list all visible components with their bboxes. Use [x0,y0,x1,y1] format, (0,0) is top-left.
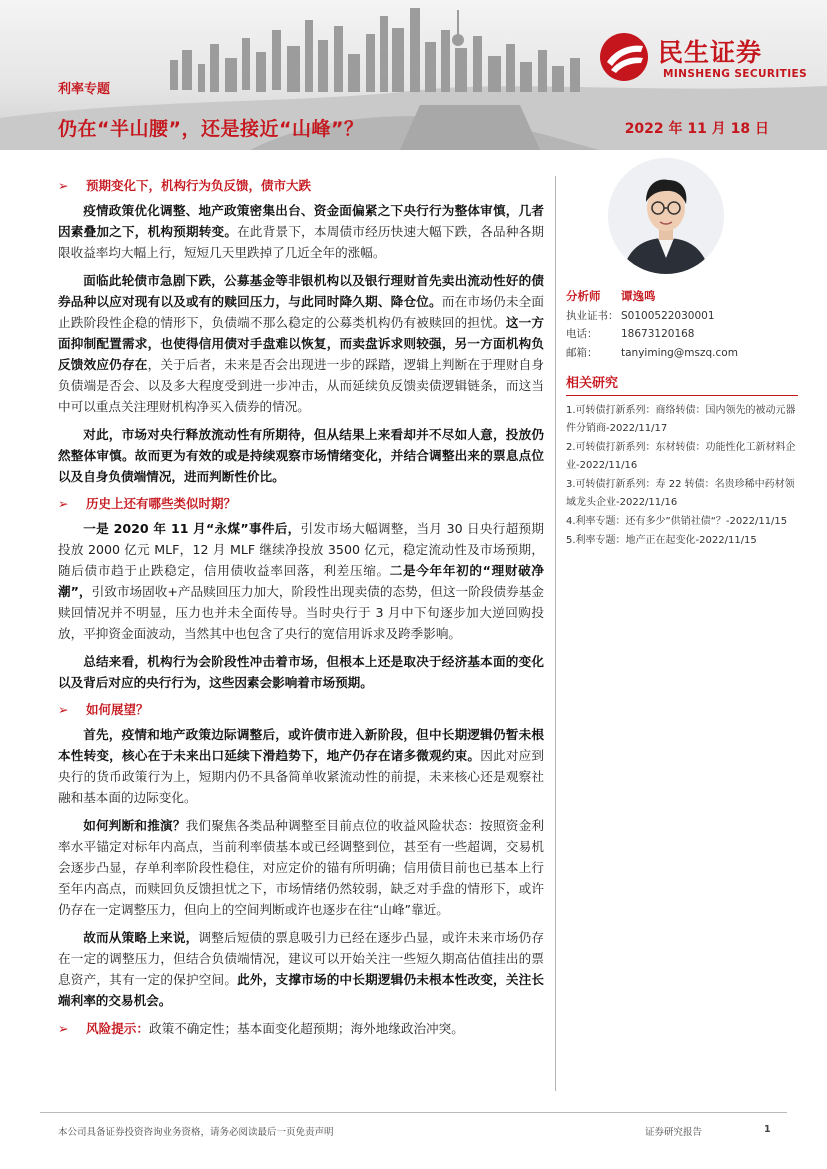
analyst-photo [608,158,724,274]
minsheng-logo-icon [599,32,649,82]
report-body [58,176,544,1039]
emphasized-text: 二是今年年初的“理财破净潮”， [58,563,544,599]
report-category: 利率专题 [58,82,111,97]
body-text: 引发市场大幅调整，当月 30 日央行超预期投放 2000 亿元 MLF，12 月 MLF 继续净投放 3500 亿元，稳定流动性及市场预期，随后债市趋于止跌稳定，信用债收益率回落，利差压缩。 [58,521,544,578]
body-paragraph [58,270,544,417]
body-text: 在此背景下，本周债市经历快速大幅下跌，各品种各期限收益率均大幅上行，短短几天里跌掉了几近全年的涨幅。 [58,224,545,260]
logo-english-name: MINSHENG SECURITIES [663,68,808,80]
analyst-info [566,287,798,362]
body-text: 而在市场仍未全面止跌阶段性企稳的情形下，负债端不那么稳定的公募类机构仍有被赎回的担忧。 [58,294,545,330]
section-heading [58,494,544,512]
related-research-title: 相关研究 [566,372,798,396]
body-paragraph [58,424,544,487]
cert-label: 执业证书： [566,309,619,322]
body-paragraph [58,651,544,693]
analyst-phone-row [566,325,798,344]
footer-report-type: 证券研究报告 [645,1127,703,1138]
related-research-item[interactable]: 5.利率专题：地产正在起变化-2022/11/15 [566,535,757,546]
arrowhead-bullet-icon: ➢ [58,496,69,511]
body-paragraph [58,518,544,644]
emphasized-text: 这一方面抑制配置需求，也使得信用债对手盘难以恢复，而卖盘诉求则较强，另一方面机构负反馈效应仍存在 [58,315,545,372]
analyst-email-row [566,344,798,363]
body-paragraph [58,200,544,263]
analyst-cert-row [566,307,798,326]
related-research [566,372,798,551]
analyst-role: 分析师 [566,289,601,303]
emphasized-text: 总结来看，机构行为会阶段性冲击着市场，但根本上还是取决于经济基本面的变化以及背后对应的央行行为，这些因素会影响着市场预期。 [58,654,544,690]
related-research-item[interactable]: 3.可转债打新系列：寿 22 转债：名贵珍稀中药材领域龙头企业-2022/11/16 [566,479,795,508]
report-header [0,0,827,150]
report-date: 2022 年 11 月 18 日 [624,121,769,137]
footer-disclaimer: 本公司具备证券投资咨询业务资格，请务必阅读最后一页免责声明 [58,1127,334,1138]
emphasized-text: 面临此轮债市急剧下跌，公募基金等非银机构以及银行理财首先卖出流动性好的债券品种以应对现有以及或有的赎回压力，与此同时降久期、降仓位。 [58,273,544,309]
emphasized-text: 一是 2020 年 11 月“永煤”事件后， [83,521,301,536]
report-title: 仍在“半山腰”，还是接近“山峰”？ [58,118,364,140]
section-heading-text: 如何展望？ [86,702,149,717]
arrowhead-bullet-icon: ➢ [58,178,69,193]
emphasized-text: 首先，疫情和地产政策边际调整后，或许债市进入新阶段，但中长期逻辑仍暂未根本性转变，核心在于未来出口延续下滑趋势下，地产仍存在诸多微观约束。 [58,727,544,763]
risk-label: 风险提示： [86,1021,149,1036]
section-heading [58,176,544,194]
related-research-item[interactable]: 1.可转债打新系列：商络转债：国内领先的被动元器件分销商-2022/11/17 [566,405,796,434]
body-text: 调整后短债的票息吸引力已经在逐步凸显，或许未来市场仍存在一定的调整压力，但结合负债端情况，建议可以开始关注一些短久期高估值挂出的票息资产，其有一定的保护空间。 [58,930,545,987]
related-research-list [566,402,798,550]
analyst-name: 谭逸鸣 [621,289,656,303]
analyst-name-row [566,287,798,307]
footer-divider [40,1112,787,1113]
related-research-item[interactable]: 4.利率专题：还有多少”供销社债“？-2022/11/15 [566,516,788,527]
phone-number: 18673120168 [621,328,695,340]
body-text: 引致市场固收+产品赎回压力加大，阶段性出现卖债的态势，但这一阶段债券基金赎回情况并不明显，压力也并未全面传导。当时央行于 3 月中下旬逐步加大逆回购投放，平抑资金面波动，当然其中也包含了央行的宽信用诉求及跨季影响。 [58,584,544,641]
body-text: ，关于后者，未来是否会出现进一步的踩踏，逻辑上判断在于理财自身负债端是否会、以及多大程度受到进一步冲击，从而延续负反馈卖债逻辑链条，而这当中可以重点关注理财机构净买入债券的情况。 [58,357,545,414]
cert-number: S0100522030001 [621,309,715,322]
section-heading [58,700,544,718]
emphasized-text: 疫情政策优化调整、地产政策密集出台、资金面偏紧之下央行行为整体审慎，几者因素叠加之下，机构预期转变。 [58,203,544,239]
risk-warning [58,1018,544,1039]
related-research-item[interactable]: 2.可转债打新系列：东材转债：功能性化工新材料企业-2022/11/16 [566,442,796,471]
emphasized-text: 故而从策略上来说， [83,930,199,945]
logo-chinese-name: 民生证券 [658,38,763,67]
email-address[interactable]: tanyiming@mszq.com [621,346,738,359]
emphasized-text: 如何判断和推演？ [83,818,186,833]
body-paragraph [58,927,544,1011]
arrowhead-bullet-icon: ➢ [58,702,69,717]
body-paragraph [58,815,544,920]
body-paragraph [58,724,544,808]
body-text: 因此对应到央行的货币政策行为上，短期内仍不具备简单收紧流动性的前提，未来核心还是观察社融和基本面的边际变化。 [58,748,545,805]
column-divider [555,176,556,1091]
section-heading-text: 历史上还有哪些类似时期？ [86,496,237,511]
email-label: 邮箱： [566,346,598,359]
body-text: 我们聚焦各类品种调整至目前点位的收益风险状态：按照资金利率水平锚定对标年内高点，当前利率债基本或已经调整到位，甚至有一些超调，交易机会逐步凸显，存单利率阶段性稳住，对应定价的锚有所明确；信用债目前也已基本上行至年内高点，而赎回负反馈担忧之下，市场情绪仍然较弱，缺乏对手盘的情形下，或许仍存在一定调整压力，但向上的空间判断或许也逐步在往“山峰”靠近。 [58,818,545,917]
phone-label: 电话： [566,328,598,340]
emphasized-text: 此外，支撑市场的中长期逻辑仍未根本性改变，关注长端利率的交易机会。 [58,972,545,1008]
emphasized-text: 对此，市场对央行释放流动性有所期待，但从结果上来看却并不尽如人意，投放仍然整体审慎。故而更为有效的或是持续观察市场情绪变化，并结合调整出来的票息点位以及自身负债端情况，进而判断性价比。 [58,427,544,484]
page-number: 1 [764,1124,771,1135]
arrowhead-bullet-icon: ➢ [58,1021,69,1036]
section-heading-text: 预期变化下，机构行为负反馈，债市大跌 [86,178,312,193]
risk-text: 政策不确定性；基本面变化超预期；海外地缘政治冲突。 [148,1021,464,1036]
